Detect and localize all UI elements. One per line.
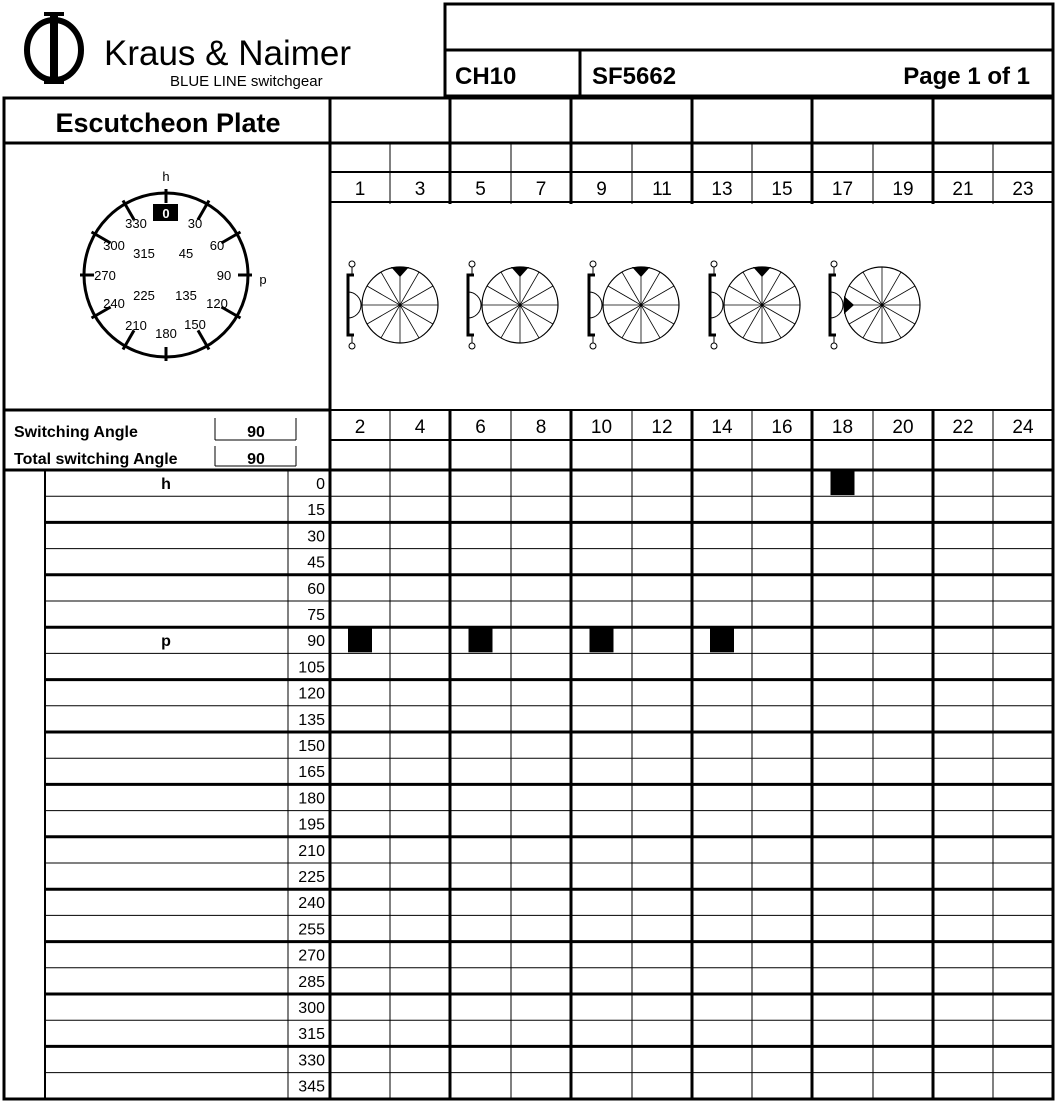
position-label: p [161, 633, 171, 651]
contact-number-top: 7 [535, 179, 547, 200]
switching-angle-value: 90 [247, 424, 265, 441]
position-angle: 285 [298, 973, 325, 991]
contact-number-bottom: 8 [535, 417, 547, 438]
dial-label-30: 30 [187, 216, 203, 231]
closed-contact-mark [348, 628, 372, 652]
contact-number-bottom: 20 [892, 417, 914, 438]
contact-number-bottom: 16 [771, 417, 793, 438]
contact-number-top: 5 [475, 179, 486, 200]
contact-number-bottom: 6 [475, 417, 486, 438]
position-angle: 225 [298, 869, 325, 886]
closed-contact-mark [710, 628, 734, 652]
dial-label-300: 300 [103, 238, 125, 253]
switching-angle-label: Switching Angle [14, 424, 138, 441]
position-angle: 90 [307, 633, 325, 651]
code-ch: CH10 [455, 63, 517, 90]
contact-number-top: 1 [354, 179, 366, 200]
dial-label-60: 60 [209, 238, 225, 253]
dial-label-0: 0 [162, 206, 170, 221]
dial-label-330: 330 [125, 216, 147, 231]
dial-label-225: 225 [133, 288, 155, 303]
position-angle: 195 [298, 816, 325, 834]
position-angle: 30 [307, 528, 325, 546]
contact-number-top: 9 [596, 179, 607, 200]
closed-contact-mark [831, 471, 855, 495]
closed-contact-mark [469, 628, 493, 652]
total-angle-label: Total switching Angle [14, 451, 178, 468]
position-angle: 60 [307, 580, 325, 598]
position-angle: 150 [298, 738, 325, 755]
position-angle: 15 [307, 502, 325, 520]
closed-contact-mark [590, 628, 614, 652]
dial-label-120: 120 [206, 296, 228, 311]
dial-letter-h: h [162, 169, 170, 184]
escutcheon-dial [80, 169, 267, 361]
dial-label-240: 240 [103, 296, 125, 311]
position-angle: 75 [307, 607, 325, 624]
position-angle: 270 [298, 947, 325, 965]
position-angle: 345 [298, 1078, 325, 1096]
contact-number-top: 3 [414, 179, 426, 200]
position-angle: 0 [316, 476, 325, 493]
contact-number-bottom: 22 [952, 417, 974, 438]
position-angle: 120 [298, 685, 325, 703]
dial-label-150: 150 [184, 317, 206, 332]
code-sf: SF5662 [592, 63, 677, 90]
contact-number-top: 15 [771, 179, 793, 200]
contact-number-top: 21 [952, 179, 974, 200]
position-angle: 165 [298, 764, 325, 782]
contact-number-bottom: 14 [711, 417, 733, 438]
contact-number-bottom: 12 [651, 417, 673, 438]
position-angle: 255 [298, 921, 325, 939]
brand-subtitle: BLUE LINE switchgear [170, 73, 323, 90]
contact-number-top: 13 [711, 179, 733, 200]
position-angle: 315 [298, 1026, 325, 1044]
contact-number-top: 23 [1012, 179, 1034, 200]
contact-number-bottom: 24 [1012, 417, 1034, 438]
contact-number-top: 17 [831, 179, 854, 200]
section-title: Escutcheon Plate [55, 108, 281, 138]
position-angle: 105 [298, 659, 325, 677]
brand-name: Kraus & Naimer [104, 34, 352, 73]
brand-logo [27, 12, 81, 84]
dial-letter-p: p [259, 272, 267, 287]
position-angle: 45 [307, 554, 325, 572]
position-angle: 240 [298, 895, 325, 913]
dial-label-180: 180 [155, 326, 177, 341]
dial-label-315: 315 [133, 246, 155, 261]
total-angle-value: 90 [247, 451, 265, 468]
page-number: Page 1 of 1 [903, 63, 1030, 90]
position-angle: 330 [298, 1052, 325, 1070]
position-angle: 180 [298, 790, 325, 808]
dial-label-210: 210 [125, 318, 147, 333]
position-angle: 300 [298, 1000, 325, 1017]
dial-label-90: 90 [216, 268, 232, 283]
dial-label-270: 270 [94, 268, 116, 283]
dial-label-135: 135 [175, 288, 197, 303]
contact-number-bottom: 2 [354, 417, 366, 438]
contact-number-top: 19 [892, 179, 914, 200]
dial-label-45: 45 [178, 246, 194, 261]
contact-number-bottom: 18 [831, 417, 854, 438]
contact-number-bottom: 10 [590, 417, 613, 438]
contact-number-bottom: 4 [414, 417, 426, 438]
position-angle: 210 [298, 842, 325, 860]
position-angle: 135 [298, 711, 325, 729]
contact-number-top: 11 [652, 179, 672, 200]
position-label: h [161, 476, 171, 493]
